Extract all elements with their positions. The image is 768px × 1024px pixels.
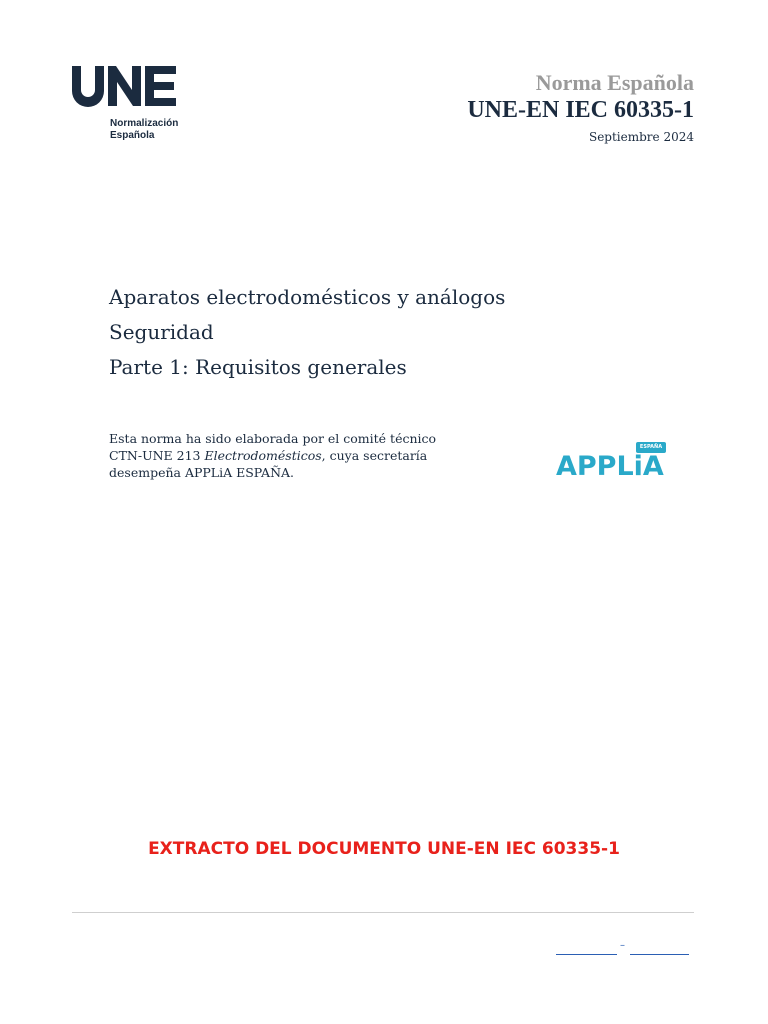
applia-badge: ESPAÑA (636, 442, 666, 453)
header-block (467, 70, 694, 144)
committee-line2-prefix: CTN-UNE 213 (109, 448, 205, 463)
applia-wordmark: APPLiA (556, 451, 664, 482)
extract-title: EXTRACTO DEL DOCUMENTO UNE-EN IEC 60335-1 (148, 839, 620, 859)
committee-line3: desempeña APPLiA ESPAÑA. (109, 465, 295, 480)
standard-code: UNE-EN IEC 60335-1 (467, 97, 694, 123)
title-line-3: Parte 1: Requisitos generales (109, 355, 407, 379)
applia-logo (556, 442, 668, 484)
une-subtitle-line1: Normalización (110, 118, 179, 129)
une-subtitle-line2: Española (110, 130, 155, 141)
committee-line1: Esta norma ha sido elaborada por el comité técnico (109, 431, 437, 446)
footer-link-1[interactable] (556, 940, 617, 955)
title-line-1: Aparatos electrodomésticos y análogos (109, 285, 506, 309)
footer-separator: – (620, 940, 625, 951)
norma-label: Norma Española (535, 70, 694, 95)
footer-divider (72, 912, 694, 913)
committee-statement (109, 430, 469, 481)
title-line-2: Seguridad (109, 320, 214, 344)
committee-line2-suffix: , cuya secretaría (321, 448, 428, 463)
committee-name: Electrodomésticos (204, 448, 322, 463)
une-logo-mark (70, 64, 180, 108)
footer-link-2[interactable] (630, 940, 689, 955)
publication-date: Septiembre 2024 (588, 130, 694, 144)
une-logo-subtitle (110, 118, 178, 142)
document-titles (109, 280, 505, 385)
